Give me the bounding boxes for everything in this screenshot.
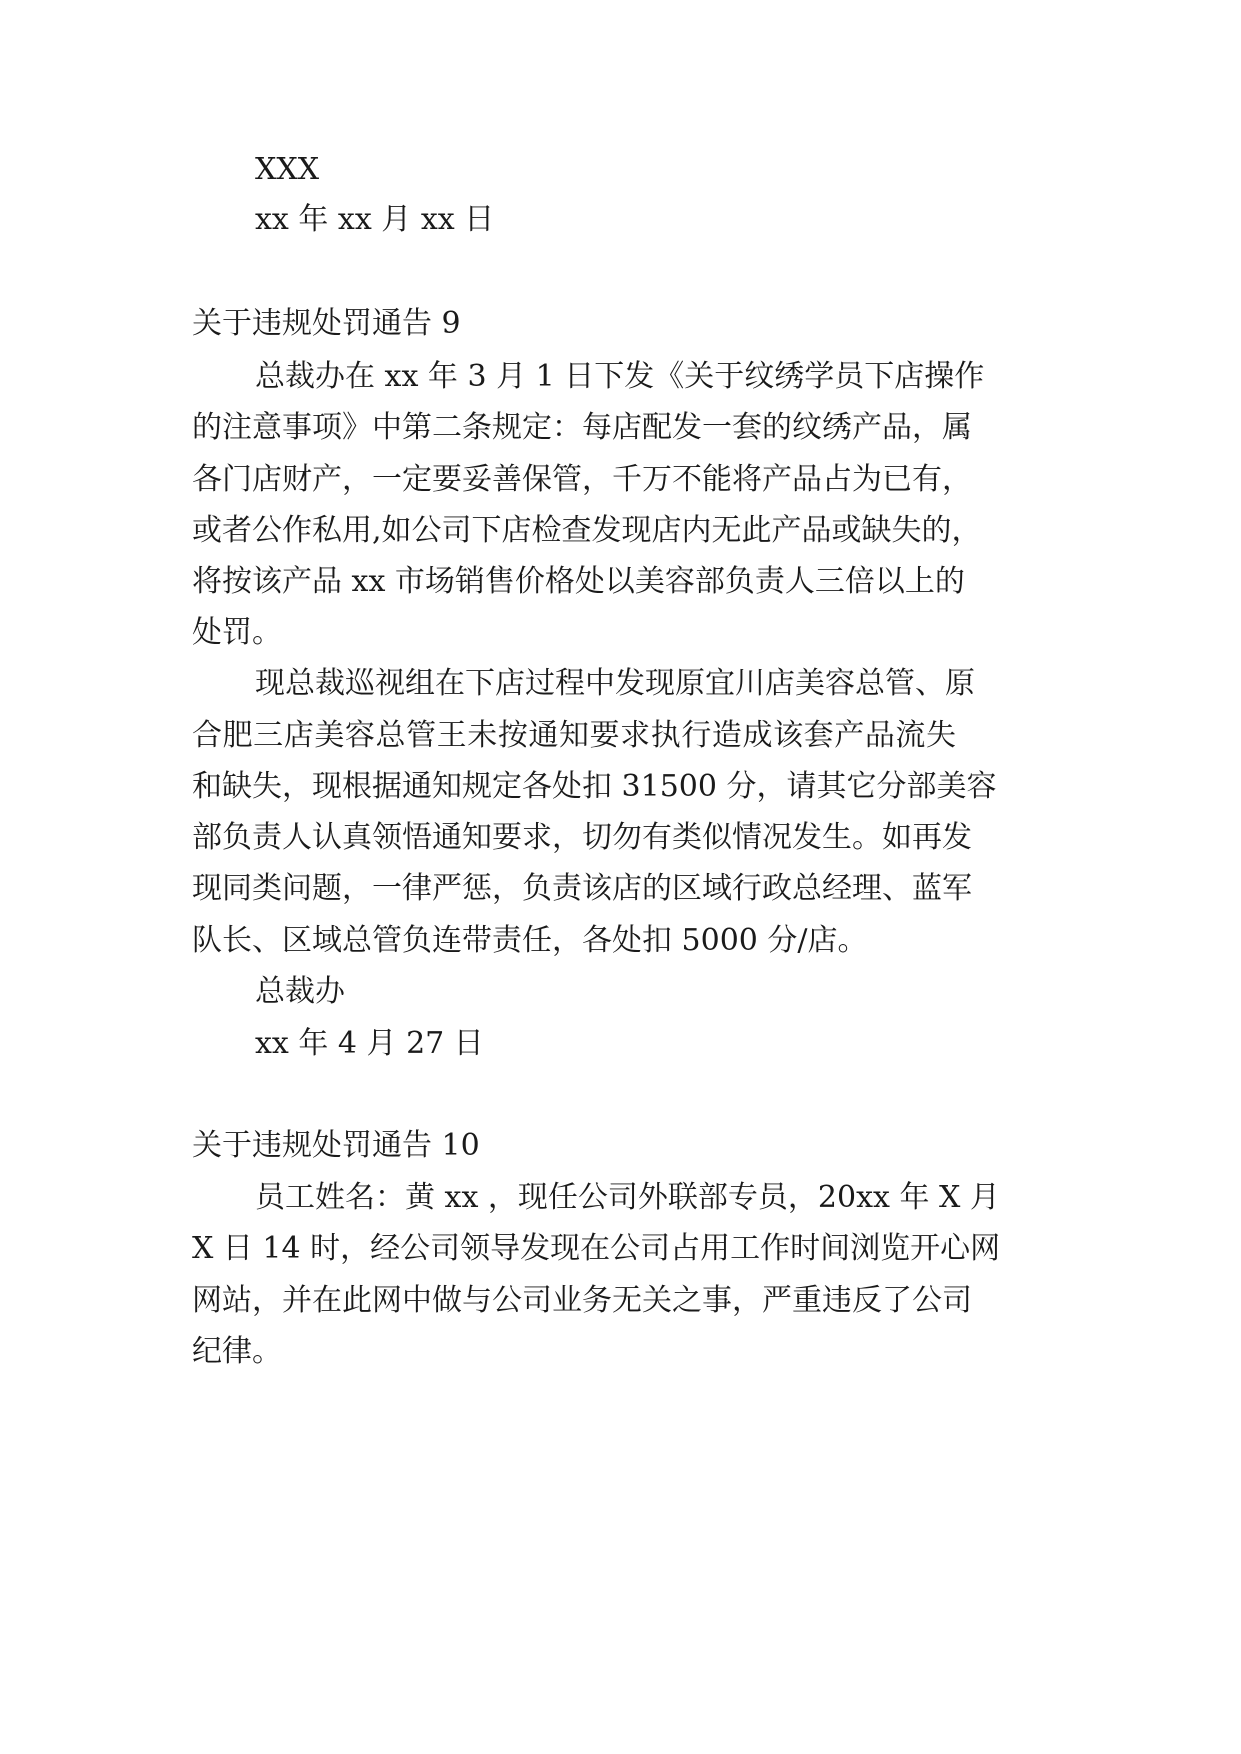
notice-9-p1-line-5: 将按该产品 xx 市场销售价格处以美容部负责人三倍以上的 [192, 564, 965, 599]
top-signature: XXX [255, 152, 320, 187]
notice-9-p1-line-6: 处罚。 [192, 615, 282, 650]
notice-9-p2-line-3: 和缺失，现根据通知规定各处扣 31500 分，请其它分部美容 [192, 769, 997, 804]
notice-10-p1-line-3: 网站，并在此网中做与公司业务无关之事，严重违反了公司 [192, 1283, 972, 1318]
notice-9-signature: 总裁办 [255, 974, 345, 1009]
notice-9-p1-line-2: 的注意事项》中第二条规定：每店配发一套的纹绣产品，属 [192, 410, 972, 445]
notice-9-p2-line-1: 现总裁巡视组在下店过程中发现原宜川店美容总管、原 [255, 666, 975, 701]
notice-9-p1-line-4: 或者公作私用,如公司下店检查发现店内无此产品或缺失的， [192, 513, 982, 548]
notice-10-p1-line-1: 员工姓名：黄 xx ，现任公司外联部专员，20xx 年 X 月 [255, 1180, 1000, 1215]
notice-9-p1-line-1: 总裁办在 xx 年 3 月 1 日下发《关于纹绣学员下店操作 [255, 359, 985, 394]
notice-9-p2-line-2: 合肥三店美容总管王未按通知要求执行造成该套产品流失 [192, 718, 956, 753]
notice-9-title: 关于违规处罚通告 9 [192, 306, 461, 341]
notice-9-p2-line-4: 部负责人认真领悟通知要求，切勿有类似情况发生。如再发 [192, 820, 972, 855]
notice-9-date: xx 年 4 月 27 日 [255, 1026, 484, 1061]
notice-10-title: 关于违规处罚通告 10 [192, 1128, 480, 1163]
top-date: xx 年 xx 月 xx 日 [255, 202, 495, 237]
notice-9-p1-line-3: 各门店财产，一定要妥善保管，千万不能将产品占为已有， [192, 462, 972, 497]
notice-10-p1-line-2: X 日 14 时，经公司领导发现在公司占用工作时间浏览开心网 [192, 1231, 1001, 1266]
notice-9-p2-line-6: 队长、区域总管负连带责任，各处扣 5000 分/店。 [192, 923, 868, 958]
notice-10-p1-line-4: 纪律。 [192, 1334, 282, 1369]
notice-9-p2-line-5: 现同类问题，一律严惩，负责该店的区域行政总经理、蓝军 [192, 871, 972, 906]
